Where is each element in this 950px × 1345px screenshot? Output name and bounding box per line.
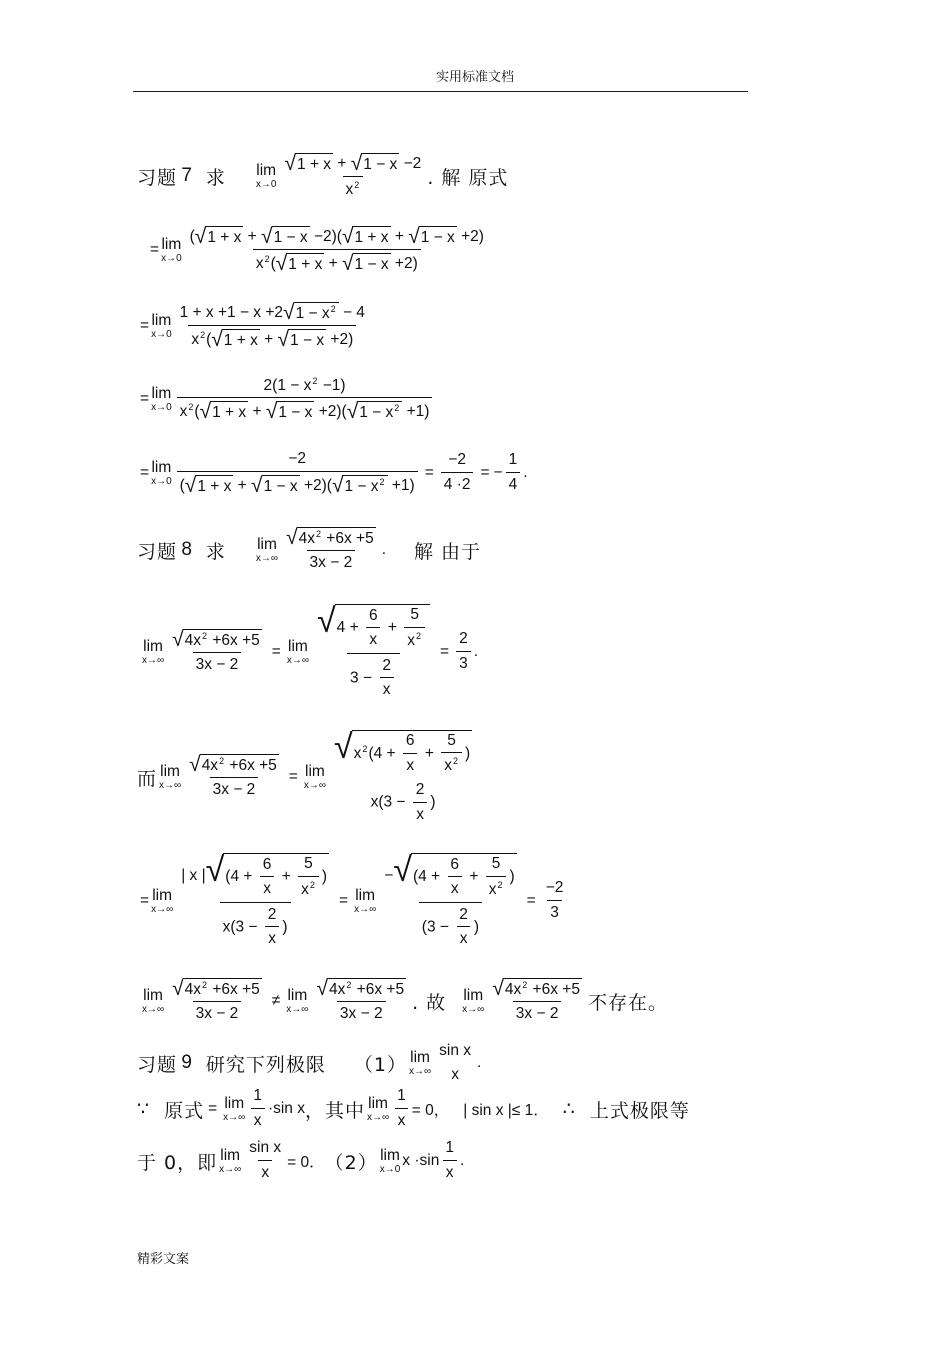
fraction: √ $x^2(4$ + $\frac{6}{x}$ + $\frac{5}{x^2}$ ) x(3 − $\frac{2}{x}$ ) — [334, 727, 471, 823]
fraction: √ $4x^2 +6x +5$ 3x − 2 — [189, 753, 277, 799]
limit-operator: lim x→∞ — [286, 637, 309, 667]
fraction: $\frac{\text{sin x}}{x}$ — [249, 1139, 282, 1181]
problem-7-line — [137, 140, 508, 212]
fraction: −2 ( √ 1 + x + √ 1 − x +2)( √ $1 - x^2$ +1) — [177, 450, 418, 496]
ask-word: 求 — [205, 166, 226, 189]
step-3: = lim x→0 $2(1 - x^2 -1)$ $x^2$( √ 1 + x + √ 1 − x +2)( √ $1 - x^2$ +1) — [140, 363, 435, 435]
fraction: $\frac{1}{x}$ — [442, 1139, 457, 1182]
fraction: | x | √ (4 + $\frac{6}{x}$ + $\frac{5}{x^2}$ ) x(3 − $\frac{2}{x}$ ) — [181, 851, 327, 948]
page-header: 实用标准文档 — [435, 70, 514, 85]
solution-intro: . 解 原式 — [427, 166, 509, 189]
limit-operator: lim x→∞ — [255, 535, 279, 565]
fraction: $\frac{1}{4}$ — [506, 451, 521, 494]
problem-9-solution: ∵ 原式 = lim x→∞ $\frac{1}{x}$ ·sin x ，其中 lim x→∞ $\frac{1}{x}$ = 0， | sin x |≤ 1． ∴ 上式极限等 — [137, 1087, 690, 1129]
limit-operator: lim x→∞ — [223, 1094, 246, 1124]
fraction: √ 4 + $\frac{6}{x}$ + $\frac{5}{x^2}$ 3 − $\frac{2}{x}$ — [314, 604, 433, 699]
step-2: = lim x→0 1 + x +1 − x +2 √ $1 - x^2$ − 4 $x^2$( √ 1 + x + √ 1 − x +2) — [140, 290, 371, 362]
fraction: 1 + x +1 − x +2 √ $1 - x^2$ − 4 $x^2$( √ 1 + x + √ 1 − x +2) — [179, 300, 365, 351]
p8-step-3: = lim x→∞ | x | √ (4 + $\frac{6}{x}$ + $\frac{5}{x^2}$ ) x(3 − $\frac{2}{x}$ ) = lim x→∞ − √ (4 + $\frac{6}{x}$ + $\frac{5}{x^2}$ ) (3 − $\frac{2}{x}$ ) = $\frac{-2}{3}$ — [140, 846, 569, 956]
step-1: = lim x→0 ( √ 1 + x + √ 1 − x −2)( √ 1 + x + √ 1 − x +2) $x^2$( √ 1 + x + √ 1 − x +2) — [150, 214, 490, 286]
fraction: √ $4x^2 +6x +5$ 3x − 2 — [286, 526, 374, 572]
fraction: $\frac{-2}{4 \cdot 2}$ — [441, 451, 474, 494]
limit-operator: lim x→0 — [151, 311, 172, 341]
problem-label: 习题 — [137, 166, 178, 189]
header-rule — [133, 91, 748, 92]
limit-operator: lim x→0 — [151, 458, 172, 488]
p8-conclusion: lim x→∞ √ $4x^2 +6x +5$ 3x − 2 ≠ lim x→∞ √ $4x^2 +6x +5$ 3x − 2 . 故 lim x→∞ √ $4x^2 +6x +5$ 3x − 2 不存在。 — [142, 977, 668, 1023]
fraction: sin x x — [439, 1041, 472, 1083]
limit-operator: lim x→∞ — [462, 986, 485, 1016]
fraction: − √ (4 + $\frac{6}{x}$ + $\frac{5}{x^2}$ ) (3 − $\frac{2}{x}$ ) — [384, 851, 515, 948]
problem-9-line: 习题 9 研究下列极限 （1） lim x→∞ sin x x . — [137, 1041, 482, 1083]
limit-operator: lim x→0 — [161, 235, 182, 265]
limit-operator: lim x→0 — [255, 161, 277, 191]
limit-operator: lim x→∞ — [354, 886, 377, 916]
problem-9-solution-cont: 于 0，即 lim x→∞ $\frac{\text{sin x}}{x}$ = 0． （2） lim x→0 x ·sin $\frac{1}{x}$ . — [137, 1139, 465, 1181]
limit-operator: lim x→∞ — [142, 637, 165, 667]
p8-step-1: lim x→∞ √ $4x^2 +6x +5$ 3x − 2 = lim x→∞ √ 4 + $\frac{6}{x}$ + $\frac{5}{x^2}$ 3 − $\frac{2}{x}$ = $\frac{2}{3}$ . — [142, 602, 479, 699]
fraction: $\frac{2}{3}$ — [456, 630, 471, 673]
fraction: √ $4x^2 +6x +5$ 3x − 2 — [172, 628, 260, 674]
limit-operator: lim x→0 — [151, 384, 172, 414]
limit-operator: lim x→∞ — [151, 886, 174, 916]
problem-number: 7 — [181, 165, 192, 186]
limit-operator: lim x→∞ — [367, 1094, 390, 1124]
problem-number: 8 — [181, 539, 192, 560]
fraction: √ 1 + x + √ 1 − x −2 $x^2$ — [284, 151, 422, 198]
problem-label: 习题 — [137, 1053, 178, 1076]
page-footer: 精彩文案 — [137, 1252, 190, 1267]
problem-number: 9 — [181, 1052, 192, 1073]
fraction: $\frac{1}{x}$ — [394, 1087, 409, 1130]
limit-operator: lim x→0 — [379, 1146, 401, 1176]
problem-label: 习题 — [137, 540, 178, 563]
fraction: $2(1 - x^2 -1)$ $x^2$( √ 1 + x + √ 1 − x +2)( √ $1 - x^2$ +1) — [177, 376, 433, 423]
fraction: √ $4x^2 +6x +5$ 3x − 2 — [316, 977, 405, 1023]
limit-operator: lim x→∞ — [219, 1146, 242, 1176]
solution-intro: 解 由于 — [414, 540, 482, 563]
fraction: $\frac{-2}{3}$ — [545, 879, 564, 921]
limit-operator: lim x→∞ — [303, 762, 326, 792]
limit-operator: lim x→∞ — [142, 986, 165, 1016]
limit-operator: lim x→∞ — [159, 762, 182, 792]
fraction: √ $4x^2 +6x +5$ 3x − 2 — [172, 977, 260, 1023]
step-4: = lim x→0 −2 ( √ 1 + x + √ 1 − x +2)( √ $1 - x^2$ +1) = $\frac{-2}{4 \cdot 2}$ = − $\frac{1}{4}$ . — [140, 450, 528, 497]
fraction: $\frac{1}{x}$ — [250, 1087, 265, 1130]
fraction: √ $4x^2 +6x +5$ 3x − 2 — [492, 977, 580, 1023]
problem-8-line: 习题 8 求 lim x→∞ √ $4x^2 +6x +5$ 3x − 2 . 解 由于 — [137, 526, 482, 572]
limit-operator: lim x→∞ — [286, 986, 309, 1016]
p8-step-2: 而 lim x→∞ √ $4x^2 +6x +5$ 3x − 2 = lim x→∞ √ $x^2(4$ + $\frac{6}{x}$ + $\frac{5}{x^2}$ ) x(3 − $\frac{2}{x}$ ) — [137, 722, 478, 832]
limit-operator: lim x→∞ — [409, 1048, 432, 1078]
fraction: ( √ 1 + x + √ 1 − x −2)( √ 1 + x + √ 1 − x +2) $x^2$( √ 1 + x + √ 1 − x +2) — [189, 224, 484, 275]
